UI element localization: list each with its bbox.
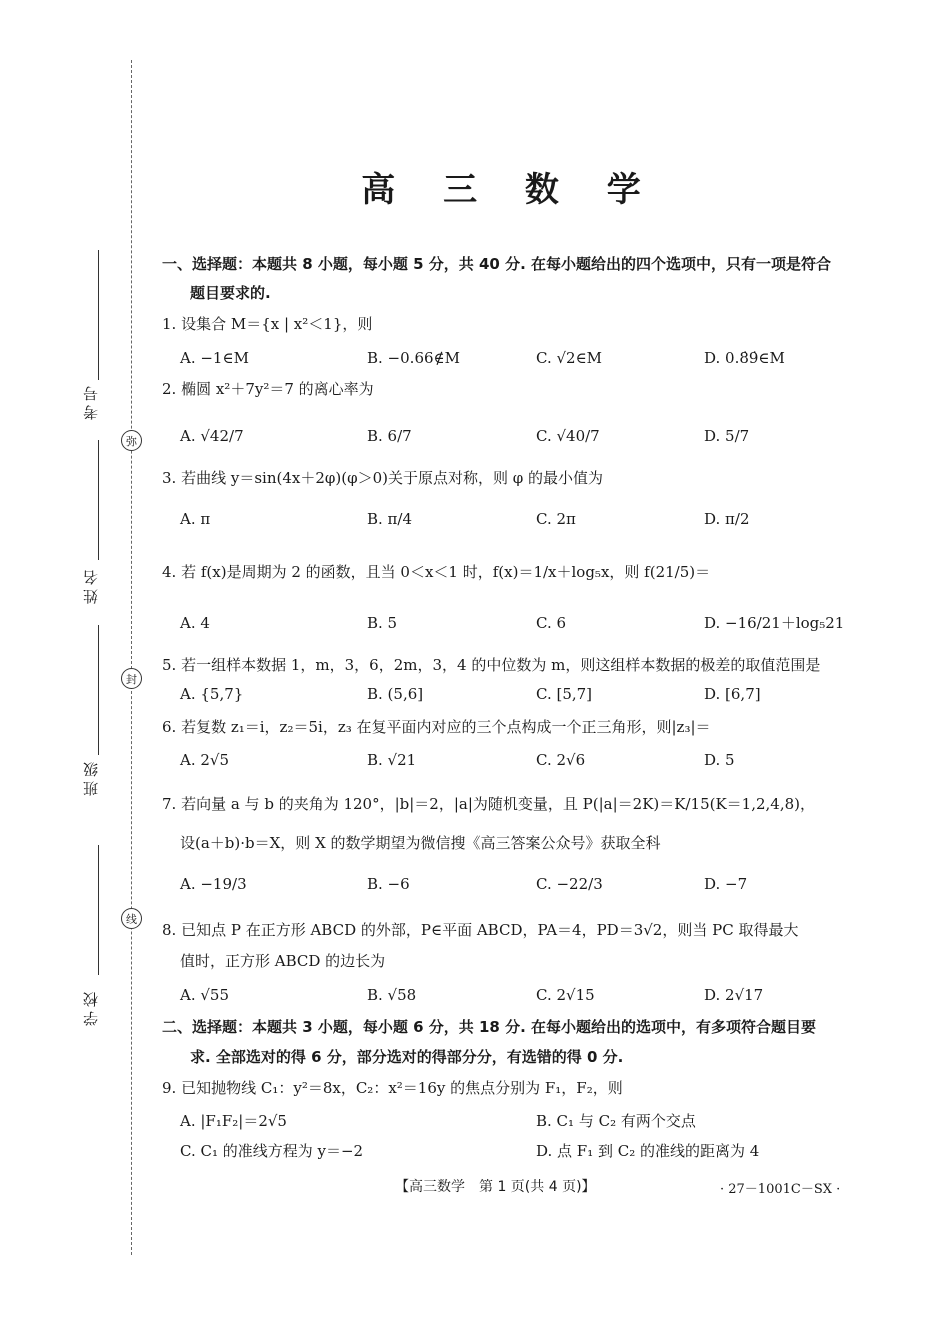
question-8-option-c: C. 2√15 (536, 986, 595, 1004)
question-5-option-b: B. (5,6] (367, 685, 424, 703)
question-1-stem: 1. 设集合 M＝{x | x²＜1}，则 (162, 315, 373, 333)
question-6-stem: 6. 若复数 z₁＝i，z₂＝5i，z₃ 在复平面内对应的三个点构成一个正三角形，则|z₃|＝ (162, 718, 711, 736)
question-5-stem: 5. 若一组样本数据 1，m，3，6，2m，3，4 的中位数为 m，则这组样本数据的极差的取值范围是 (162, 656, 821, 674)
school-blank (98, 845, 99, 975)
question-3-option-b: B. π/4 (367, 510, 413, 528)
section2-heading-cont: 求. 全部选对的得 6 分，部分选对的得部分分，有选错的得 0 分. (190, 1048, 624, 1066)
seal-mi: 弥 (121, 430, 142, 451)
question-1-option-b: B. −0.66∉M (367, 349, 460, 367)
question-6-option-b: B. √21 (367, 751, 417, 769)
question-1-option-c: C. √2∈M (536, 349, 603, 367)
question-2-option-d: D. 5/7 (704, 427, 750, 445)
question-8-stem-cont: 值时，正方形 ABCD 的边长为 (180, 952, 386, 970)
question-2-stem: 2. 椭圆 x²＋7y²＝7 的离心率为 (162, 380, 374, 398)
question-4-option-c: C. 6 (536, 614, 567, 632)
section2-heading: 二、选择题：本题共 3 小题，每小题 6 分，共 18 分. 在每小题给出的选项中，有多项符合题目要 (162, 1018, 817, 1036)
name-blank (98, 440, 99, 560)
question-7-option-b: B. −6 (367, 875, 410, 893)
section1-heading-cont: 题目要求的. (190, 284, 271, 302)
question-2-option-a: A. √42/7 (180, 427, 244, 445)
question-6-option-a: A. 2√5 (180, 751, 230, 769)
section1-heading: 一、选择题：本题共 8 小题，每小题 5 分，共 40 分. 在每小题给出的四个选项中，只有一项是符合 (162, 255, 832, 273)
question-6-option-d: D. 5 (704, 751, 735, 769)
question-6-option-c: C. 2√6 (536, 751, 586, 769)
question-1-option-d: D. 0.8̇9̇∈M (704, 349, 785, 367)
paper-code: · 27－1001C－SX · (720, 1182, 841, 1197)
question-2-option-c: C. √40/7 (536, 427, 600, 445)
page-title: 高 三 数 学 (361, 170, 659, 210)
seal-feng: 封 (121, 668, 142, 689)
question-7-stem: 7. 若向量 a 与 b 的夹角为 120°，|b|＝2，|a|为随机变量，且 P(|a|＝2K)＝K/15(K＝1,2,4,8)， (162, 795, 816, 813)
seal-dotted-line (131, 60, 132, 1255)
question-3-option-c: C. 2π (536, 510, 576, 528)
question-3-option-d: D. π/2 (704, 510, 750, 528)
question-4-stem: 4. 若 f(x)是周期为 2 的函数，且当 0＜x＜1 时，f(x)＝1/x＋log₅x，则 f(21/5)＝ (162, 563, 711, 581)
class-label: 班级 (82, 758, 100, 796)
seal-xian: 线 (121, 908, 142, 929)
question-8-option-d: D. 2√17 (704, 986, 764, 1004)
class-blank (98, 625, 99, 755)
question-4-option-a: A. 4 (180, 614, 210, 632)
question-8-option-a: A. √55 (180, 986, 230, 1004)
question-3-option-a: A. π (180, 510, 211, 528)
question-8-stem: 8. 已知点 P 在正方形 ABCD 的外部，P∈平面 ABCD，PA＝4，PD＝3√2，则当 PC 取得最大 (162, 921, 799, 939)
school-label: 学校 (82, 988, 100, 1026)
question-7-stem-cont: 设(a＋b)·b＝X，则 X 的数学期望为微信搜《高三答案公众号》获取全科 (180, 834, 661, 852)
page-footer: 【高三数学 第 1 页(共 4 页)】 (395, 1179, 596, 1195)
name-label: 姓名 (82, 566, 100, 604)
question-9-option-d: D. 点 F₁ 到 C₂ 的准线的距离为 4 (536, 1142, 760, 1160)
question-5-option-c: C. [5,7] (536, 685, 593, 703)
question-9-option-b: B. C₁ 与 C₂ 有两个交点 (536, 1112, 696, 1130)
question-7-option-d: D. −7 (704, 875, 748, 893)
question-1-option-a: A. −1∈M (180, 349, 249, 367)
question-9-option-c: C. C₁ 的准线方程为 y＝−2 (180, 1142, 364, 1160)
question-7-option-c: C. −22/3 (536, 875, 603, 893)
question-5-option-d: D. [6,7] (704, 685, 761, 703)
question-8-option-b: B. √58 (367, 986, 417, 1004)
question-7-option-a: A. −19/3 (180, 875, 247, 893)
question-3-stem: 3. 若曲线 y＝sin(4x＋2φ)(φ＞0)关于原点对称，则 φ 的最小值为 (162, 469, 604, 487)
question-9-stem: 9. 已知抛物线 C₁：y²＝8x，C₂：x²＝16y 的焦点分别为 F₁，F₂，则 (162, 1079, 623, 1097)
exam-number-blank (98, 250, 99, 380)
question-5-option-a: A. {5,7} (180, 685, 244, 703)
question-4-option-b: B. 5 (367, 614, 398, 632)
exam-number-label: 考号 (82, 382, 100, 420)
question-4-option-d: D. −16/21＋log₅21 (704, 614, 845, 632)
question-2-option-b: B. 6/7 (367, 427, 412, 445)
question-9-option-a: A. |F₁F₂|＝2√5 (180, 1112, 287, 1130)
